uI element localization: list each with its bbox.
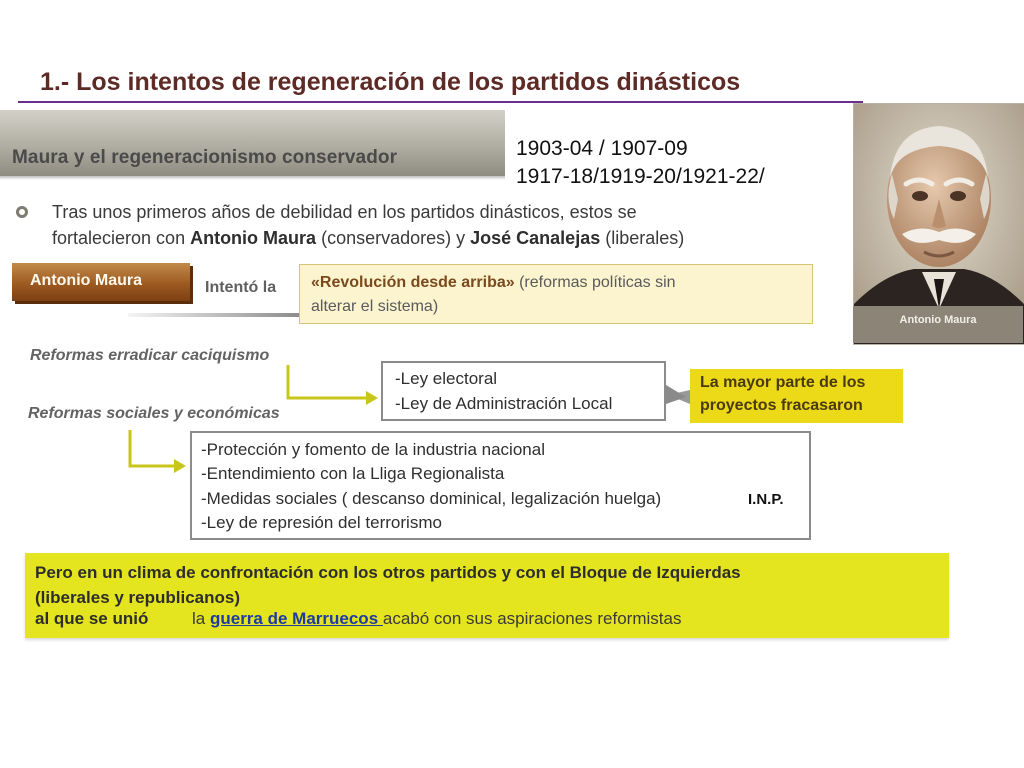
reformas-caciquismo-heading: Reformas erradicar caciquismo: [30, 347, 270, 364]
intro-line-2: fortalecieron con Antonio Maura (conservadores) y José Canalejas (liberales): [52, 228, 685, 248]
fracaso-line-1: La mayor parte de los: [700, 374, 866, 391]
revolucion-line-1: «Revolución desde arriba» (reformas políticas sin: [311, 274, 676, 291]
intento-label: Intentó la: [205, 279, 277, 296]
confrontacion-line-2: (liberales y republicanos): [35, 588, 241, 607]
ley-electoral: -Ley electoral: [395, 369, 498, 388]
maura-name: Antonio Maura: [190, 228, 317, 248]
government-dates-1: 1903-04 / 1907-09: [516, 137, 688, 160]
medida-item: -Protección y fomento de la industria nacional: [201, 440, 545, 459]
medida-item: -Ley de represión del terrorismo: [201, 513, 442, 532]
confrontacion-line-1: Pero en un clima de confrontación con los otros partidos y con el Bloque de Izquierdas: [35, 563, 741, 582]
revolucion-line-2: alterar el sistema): [311, 298, 439, 315]
canalejas-name: José Canalejas: [470, 228, 601, 248]
fracaso-line-2: proyectos fracasaron: [700, 397, 863, 414]
arrow-head-icon: [174, 459, 186, 473]
portrait-caption: Antonio Maura: [853, 306, 1023, 343]
maura-label: Antonio Maura: [30, 272, 142, 289]
confrontacion-line-3: al que se unió: [35, 609, 149, 628]
arrow-to-medidas: [130, 430, 176, 466]
guerra-marruecos-link[interactable]: guerra de Marruecos: [209, 609, 383, 628]
section-banner-title: Maura y el regeneracionismo conservador: [12, 147, 398, 168]
arrow-to-leyes: [288, 365, 368, 398]
medida-item: -Medidas sociales ( descanso dominical, legalización huelga): [201, 489, 662, 508]
intro-line-1: Tras unos primeros años de debilidad en los partidos dinásticos, estos se: [52, 202, 637, 222]
confrontacion-line-3-rest: la guerra de Marruecos acabó con sus aspiraciones reformistas: [192, 609, 682, 628]
arrow-head-icon: [366, 391, 378, 405]
inp-annotation: I.N.P.: [748, 491, 784, 508]
slide-title: 1.- Los intentos de regeneración de los partidos dinásticos: [40, 68, 741, 96]
ley-administracion-local: -Ley de Administración Local: [395, 394, 613, 413]
government-dates-2: 1917-18/1919-20/1921-22/: [516, 165, 765, 188]
medida-item: -Entendimiento con la Lliga Regionalista: [201, 464, 505, 483]
reformas-sociales-heading: Reformas sociales y económicas: [28, 405, 280, 422]
